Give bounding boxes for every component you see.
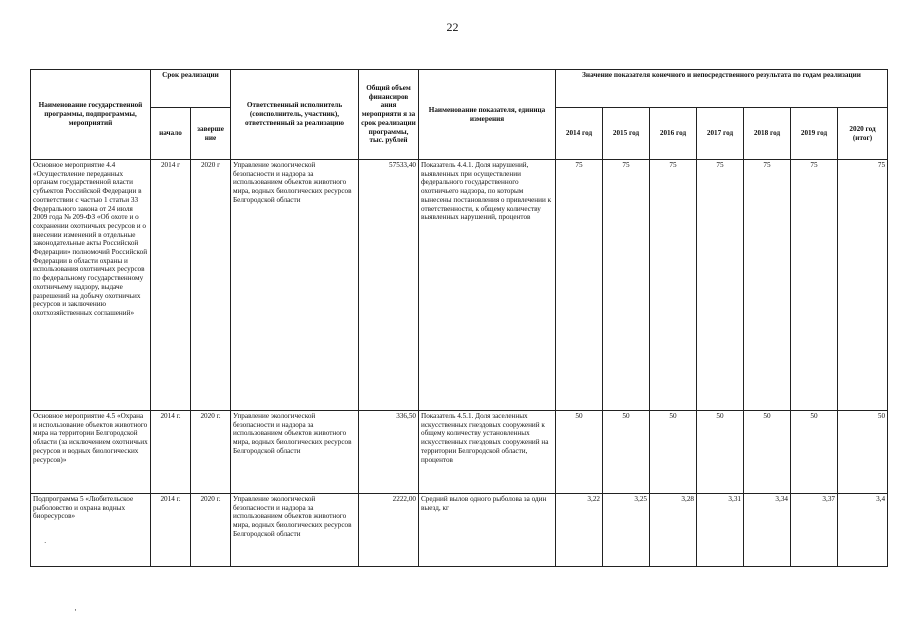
page-number: 22 [446,20,459,34]
row-value-2019: 75 [791,160,838,411]
row-end: 2020 г. [191,494,231,567]
row-value-2020: 50 [838,411,888,494]
row-start: 2014 г. [151,494,191,567]
row-indicator: Показатель 4.4.1. Доля нарушений, выявленных при осуществлении федерального государственного охотничьего надзора, по которым вынесены постановления о привлечении к ответственности, к общему количеству выявленных нарушений, процентов [419,160,556,411]
row-value-2016: 75 [650,160,697,411]
row-value-2016: 3,28 [650,494,697,567]
header-row-1 [31,70,888,108]
header-year-2020: 2020 год (итог) [838,108,888,160]
row-value-2016: 50 [650,411,697,494]
row-indicator: Показатель 4.5.1. Доля заселенных искусственных гнездовых сооружений к общему количеству установленных искусственных гнездовых сооружений на территории Белгородской области, процентов [419,411,556,494]
table-row [31,494,888,567]
header-end: заверше ние [191,108,231,160]
row-value-2017: 3,31 [697,494,744,567]
row-value-2019: 3,37 [791,494,838,567]
header-program: Наименование государственной программы, подпрограммы, мероприятий [31,70,151,160]
row-value-2015: 75 [603,160,650,411]
row-value-2018: 75 [744,160,791,411]
header-executor: Ответственный исполнитель (соисполнитель, участник), ответственный за реализацию [231,70,359,160]
row-funding: 57533,40 [359,160,419,411]
header-start: начало [151,108,191,160]
row-value-2015: 3,25 [603,494,650,567]
table-row [31,411,888,494]
header-year-2016: 2016 год [650,108,697,160]
scan-mark: · [74,605,77,615]
row-executor: Управление экологической безопасности и надзора за использованием объектов животного мира, водных биологических ресурсов Белгородской области [231,494,359,567]
row-end: 2020 г [191,160,231,411]
header-year-2017: 2017 год [697,108,744,160]
row-executor: Управление экологической безопасности и надзора за использованием объектов животного мира, водных биологических ресурсов Белгородской области [231,411,359,494]
header-year-2014: 2014 год [556,108,603,160]
header-indicator: Наименование показателя, единица измерения [419,70,556,160]
row-value-2017: 50 [697,411,744,494]
header-funding: Общий объем финансиров ания мероприяти я за срок реализации программы, тыс. рублей [359,70,419,160]
row-start: 2014 г. [151,411,191,494]
row-funding: 336,50 [359,411,419,494]
row-program: Основное мероприятие 4.4 «Осуществление переданных органам государственной власти субъектов Российской Федерации в соответствии с частью 1 статьи 33 Федерального закона от 24 июля 2009 года № 209-ФЗ «Об охоте и о сохранении охотничьих ресурсов и о внесении изменений в отдельные законодательные акты Российской Федерации» полномочий Российской Федерации в области охраны и использования охотничьих ресурсов по федеральному государственному охотничьему надзору, выдаче разрешений на добычу охотничьих ресурсов и заключению охотхозяйственных соглашений» [31,160,151,411]
row-funding: 2222,00 [359,494,419,567]
row-executor: Управление экологической безопасности и надзора за использованием объектов животного мира, водных биологических ресурсов Белгородской области [231,160,359,411]
table-row [31,160,888,411]
row-value-2014: 75 [556,160,603,411]
row-value-2018: 50 [744,411,791,494]
scan-mark: · [44,539,47,547]
header-year-2018: 2018 год [744,108,791,160]
row-program: Подпрограмма 5 «Любительское рыболовство и охрана водных биоресурсов» [31,494,151,567]
header-values-group: Значение показателя конечного и непосредственного результата по годам реализации [556,70,888,108]
program-table [30,69,888,567]
header-year-2019: 2019 год [791,108,838,160]
row-value-2019: 50 [791,411,838,494]
row-value-2017: 75 [697,160,744,411]
header-period: Срок реализации [151,70,231,108]
row-value-2018: 3,34 [744,494,791,567]
header-year-2015: 2015 год [603,108,650,160]
row-indicator: Средний вылов одного рыболова за один выезд, кг [419,494,556,567]
row-end: 2020 г. [191,411,231,494]
row-value-2014: 3,22 [556,494,603,567]
row-start: 2014 г [151,160,191,411]
row-value-2020: 75 [838,160,888,411]
row-value-2015: 50 [603,411,650,494]
row-value-2014: 50 [556,411,603,494]
row-program: Основное мероприятие 4.5 «Охрана и использование объектов животного мира на территории Белгородской области (за исключением охотничьих ресурсов и водных биологических ресурсов)» [31,411,151,494]
row-value-2020: 3,4 [838,494,888,567]
